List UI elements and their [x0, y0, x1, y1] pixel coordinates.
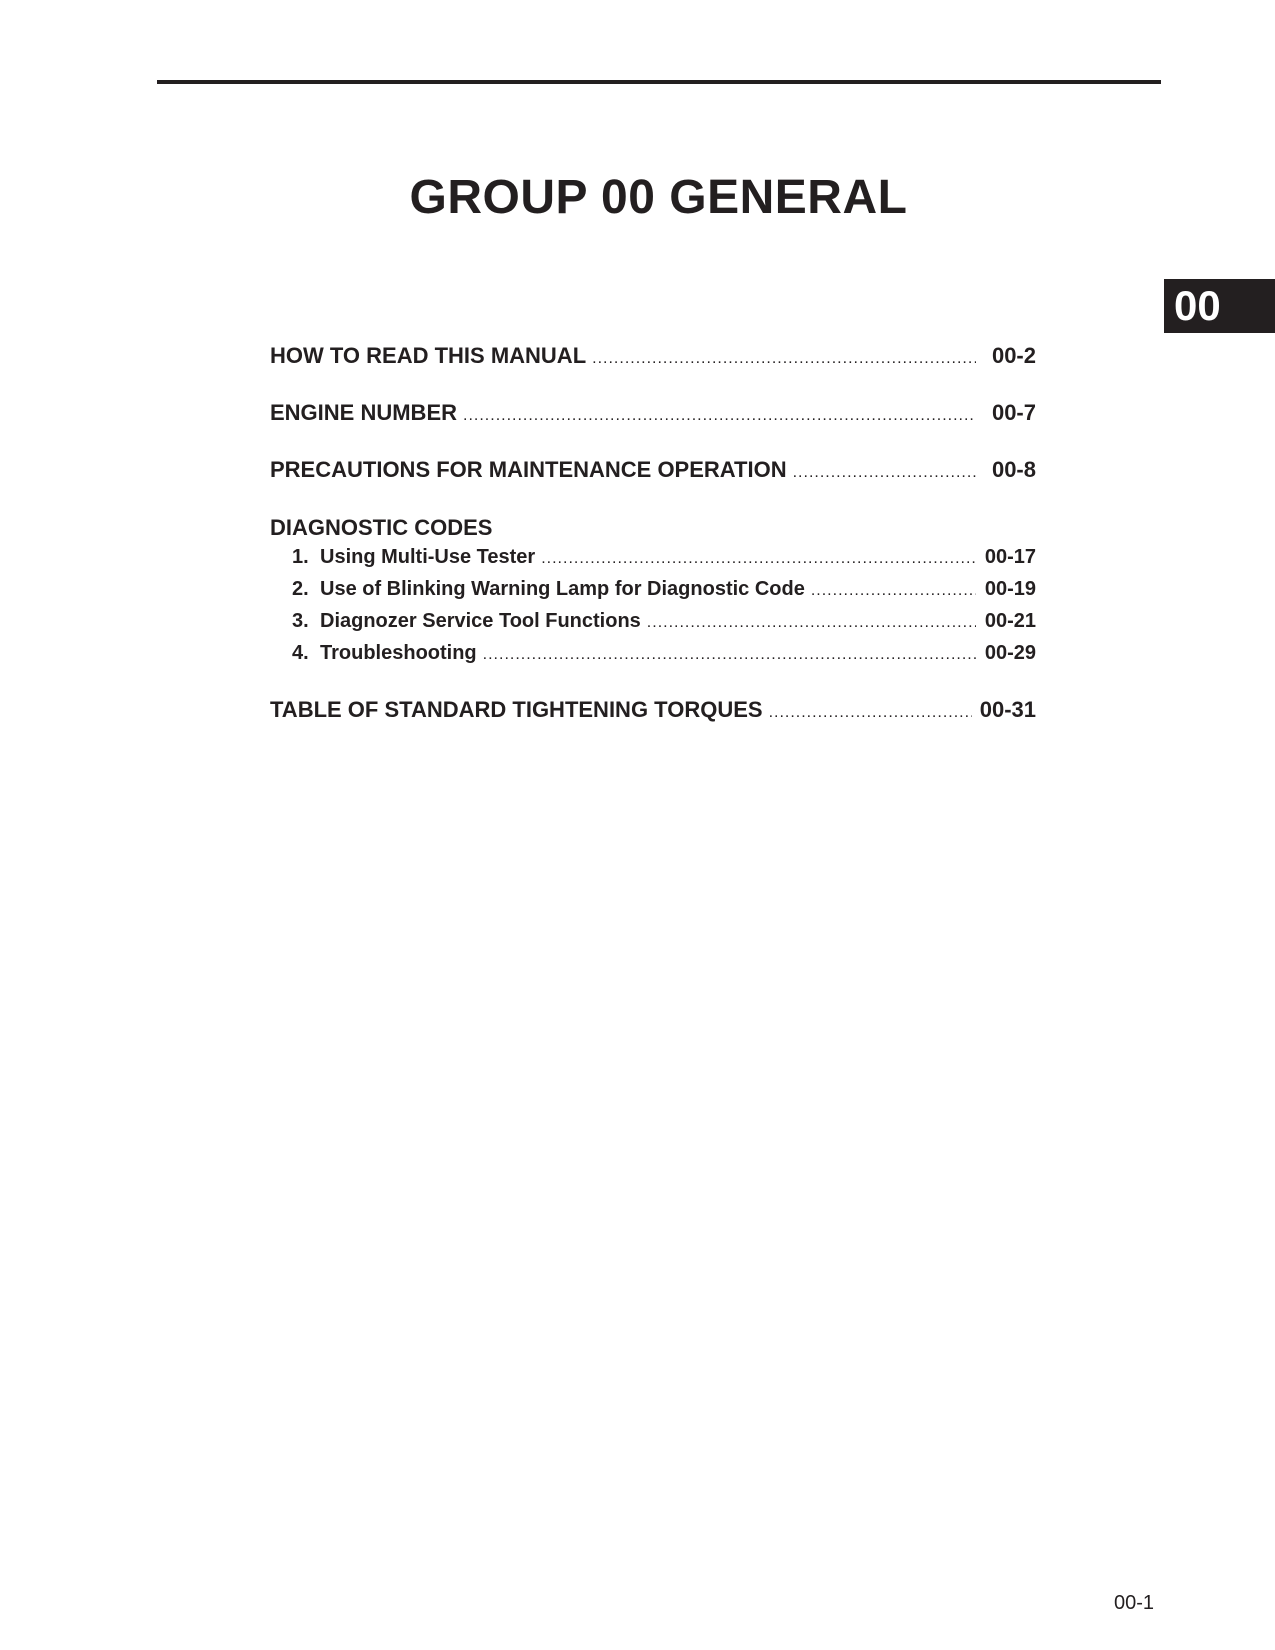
toc-entry-label: PRECAUTIONS FOR MAINTENANCE OPERATION: [270, 457, 787, 482]
toc-subentry-label: Troubleshooting: [320, 642, 477, 664]
toc-leader-dots: [769, 704, 972, 722]
toc-entry-engine-number[interactable]: [270, 400, 1036, 426]
top-rule: [157, 80, 1161, 84]
toc-subentry-number: 3.: [292, 610, 309, 632]
toc-subentry-troubleshooting[interactable]: [292, 642, 1036, 665]
toc-subentry-label: Diagnozer Service Tool Functions: [320, 610, 641, 632]
toc-entry-page: 00-7: [991, 400, 1036, 425]
toc-subentry-page: 00-21: [984, 610, 1036, 632]
toc-entry-page: 00-2: [991, 343, 1036, 368]
toc-subentry-label: Using Multi-Use Tester: [320, 546, 536, 568]
toc-entry-page: 00-8: [991, 457, 1036, 482]
toc-entry-label: TABLE OF STANDARD TIGHTENING TORQUES: [270, 697, 763, 722]
toc-subentry-multi-use-tester[interactable]: [292, 546, 1036, 569]
toc-leader-dots: [463, 407, 976, 425]
toc-entry-how-to-read[interactable]: [270, 343, 1036, 369]
toc-leader-dots: [483, 646, 976, 664]
toc-subentry-number: 4.: [292, 642, 309, 664]
toc-entry-label: ENGINE NUMBER: [270, 400, 458, 425]
toc-heading-diagnostic-codes: DIAGNOSTIC CODES: [270, 515, 493, 540]
toc-subentry-label: Use of Blinking Warning Lamp for Diagnostic Code: [320, 578, 805, 600]
toc-entry-precautions[interactable]: [270, 457, 1036, 483]
section-tab: 00: [1164, 279, 1275, 333]
toc-subentry-page: 00-17: [984, 546, 1036, 568]
toc-subentry-page: 00-19: [984, 578, 1036, 600]
toc-leader-dots: [541, 550, 976, 568]
toc-subentry-blinking-warning-lamp[interactable]: [292, 578, 1036, 601]
page-title: GROUP 00 GENERAL: [409, 171, 908, 224]
toc-leader-dots: [793, 464, 976, 482]
toc-leader-dots: [811, 582, 976, 600]
toc-subentry-diagnozer-tool[interactable]: [292, 610, 1036, 633]
page-number: 00-1: [1114, 1592, 1155, 1614]
toc-subentry-number: 1.: [292, 546, 309, 568]
toc-subentry-number: 2.: [292, 578, 309, 600]
toc-leader-dots: [592, 350, 976, 368]
toc-subentry-page: 00-29: [984, 642, 1036, 664]
toc-entry-page: 00-31: [979, 697, 1036, 722]
toc-entry-tightening-torques[interactable]: [270, 697, 1036, 723]
toc-leader-dots: [647, 614, 976, 632]
toc-entry-label: HOW TO READ THIS MANUAL: [270, 343, 587, 368]
